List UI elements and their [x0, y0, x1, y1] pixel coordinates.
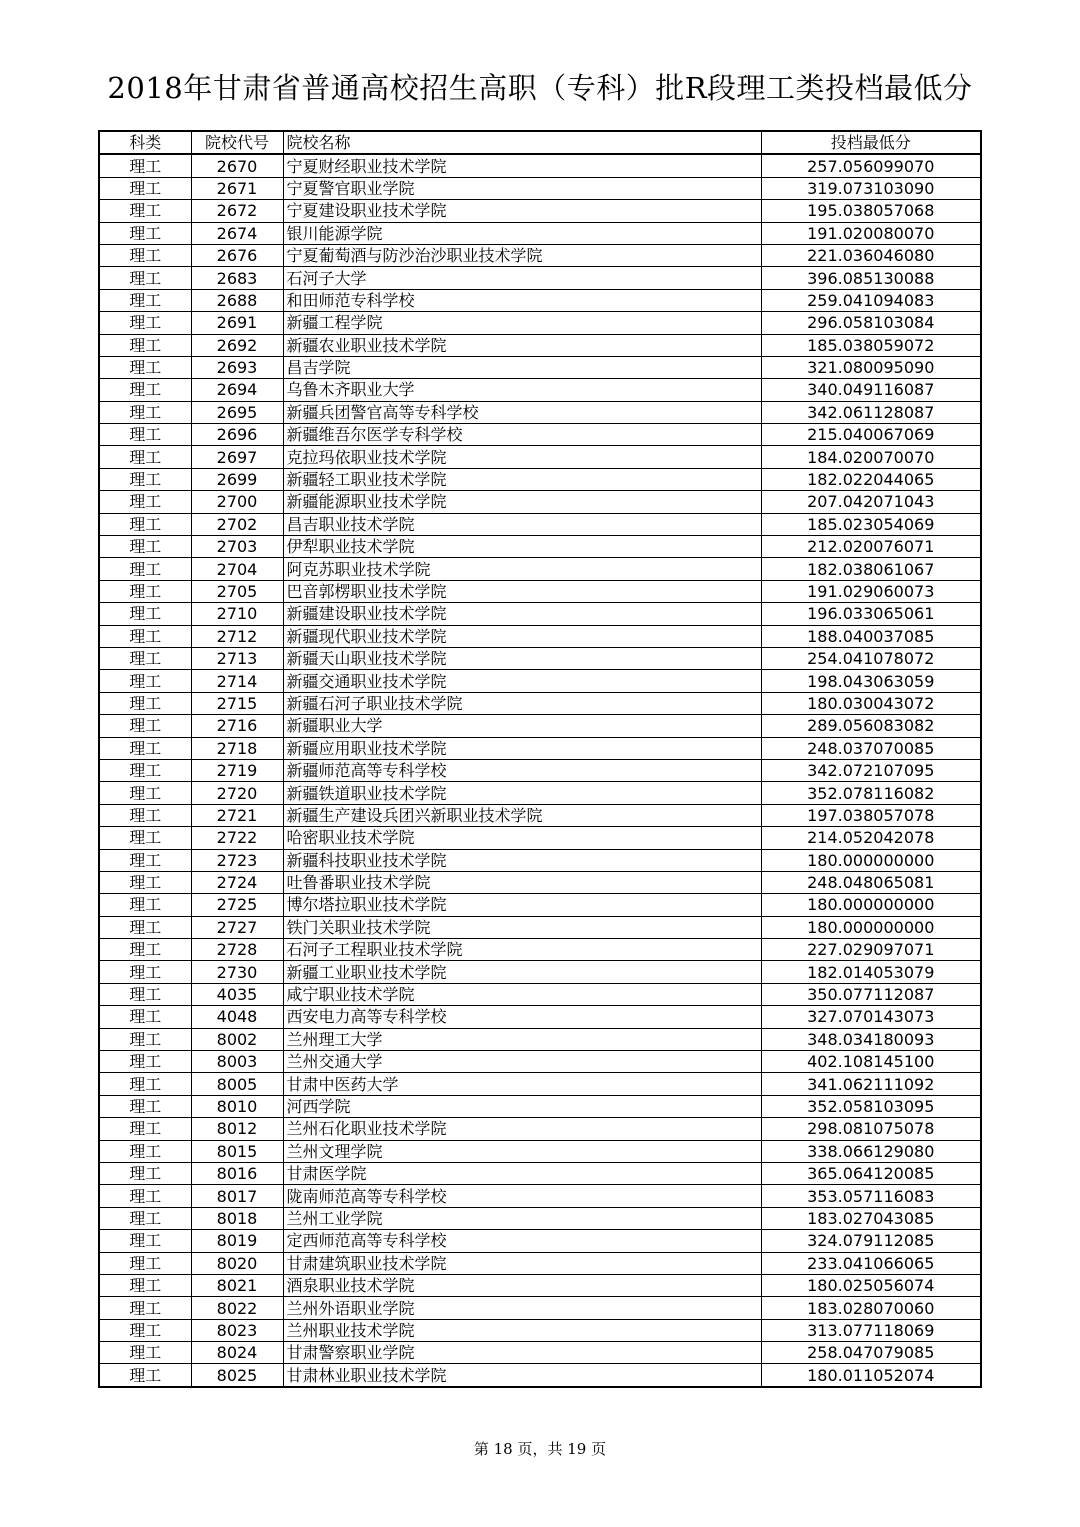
cell-school-name: 新疆工程学院: [283, 312, 761, 334]
cell-school-code: 8002: [191, 1028, 283, 1050]
cell-school-name: 新疆应用职业技术学院: [283, 737, 761, 759]
cell-min-score: 182.038061067: [761, 558, 981, 580]
table-row: [99, 625, 981, 647]
cell-min-score: 321.080095090: [761, 356, 981, 378]
cell-school-code: 8017: [191, 1185, 283, 1207]
cell-category: 理工: [99, 1162, 191, 1184]
cell-category: 理工: [99, 200, 191, 222]
cell-school-name: 西安电力高等专科学校: [283, 1006, 761, 1028]
table-row: [99, 1364, 981, 1387]
cell-school-code: 2688: [191, 289, 283, 311]
cell-min-score: 296.058103084: [761, 312, 981, 334]
cell-school-name: 甘肃建筑职业技术学院: [283, 1252, 761, 1274]
cell-school-name: 新疆生产建设兵团兴新职业技术学院: [283, 804, 761, 826]
cell-school-name: 宁夏葡萄酒与防沙治沙职业技术学院: [283, 244, 761, 266]
cell-school-code: 8018: [191, 1207, 283, 1229]
cell-school-code: 2710: [191, 603, 283, 625]
cell-category: 理工: [99, 804, 191, 826]
cell-min-score: 188.040037085: [761, 625, 981, 647]
table-row: [99, 446, 981, 468]
cell-school-name: 甘肃医学院: [283, 1162, 761, 1184]
cell-min-score: 212.020076071: [761, 536, 981, 558]
cell-school-name: 新疆建设职业技术学院: [283, 603, 761, 625]
cell-category: 理工: [99, 446, 191, 468]
cell-school-code: 2723: [191, 849, 283, 871]
cell-category: 理工: [99, 177, 191, 199]
cell-category: 理工: [99, 894, 191, 916]
cell-category: 理工: [99, 1006, 191, 1028]
cell-category: 理工: [99, 289, 191, 311]
page-title: 2018年甘肃省普通高校招生高职（专科）批R段理工类投档最低分: [107, 71, 973, 105]
cell-category: 理工: [99, 1118, 191, 1140]
cell-min-score: 191.020080070: [761, 222, 981, 244]
cell-school-code: 2718: [191, 737, 283, 759]
table-row: [99, 558, 981, 580]
cell-category: 理工: [99, 222, 191, 244]
cell-category: 理工: [99, 1364, 191, 1387]
cell-school-code: 8019: [191, 1230, 283, 1252]
cell-school-name: 银川能源学院: [283, 222, 761, 244]
table-row: [99, 715, 981, 737]
table-row: [99, 1073, 981, 1095]
cell-category: 理工: [99, 1051, 191, 1073]
cell-min-score: 350.077112087: [761, 983, 981, 1005]
cell-school-name: 新疆职业大学: [283, 715, 761, 737]
table-row: [99, 289, 981, 311]
cell-min-score: 221.036046080: [761, 244, 981, 266]
table-row: [99, 1230, 981, 1252]
cell-school-code: 2671: [191, 177, 283, 199]
cell-school-code: 2722: [191, 827, 283, 849]
cell-category: 理工: [99, 1297, 191, 1319]
cell-category: 理工: [99, 356, 191, 378]
cell-min-score: 257.056099070: [761, 154, 981, 177]
cell-school-name: 新疆能源职业技术学院: [283, 491, 761, 513]
cell-school-name: 新疆天山职业技术学院: [283, 647, 761, 669]
cell-category: 理工: [99, 1140, 191, 1162]
cell-school-name: 哈密职业技术学院: [283, 827, 761, 849]
cell-school-code: 8010: [191, 1095, 283, 1117]
cell-min-score: 214.052042078: [761, 827, 981, 849]
header-category: 科类: [99, 131, 191, 154]
cell-category: 理工: [99, 961, 191, 983]
cell-school-name: 兰州石化职业技术学院: [283, 1118, 761, 1140]
cell-school-code: 2700: [191, 491, 283, 513]
table-row: [99, 827, 981, 849]
cell-school-name: 新疆现代职业技术学院: [283, 625, 761, 647]
cell-category: 理工: [99, 334, 191, 356]
header-min-score: 投档最低分: [761, 131, 981, 154]
cell-school-name: 巴音郭楞职业技术学院: [283, 580, 761, 602]
cell-school-name: 和田师范专科学校: [283, 289, 761, 311]
cell-category: 理工: [99, 1230, 191, 1252]
cell-min-score: 207.042071043: [761, 491, 981, 513]
cell-school-name: 咸宁职业技术学院: [283, 983, 761, 1005]
table-row: [99, 961, 981, 983]
cell-min-score: 182.022044065: [761, 468, 981, 490]
cell-school-code: 2715: [191, 692, 283, 714]
table-row: [99, 200, 981, 222]
cell-school-code: 8012: [191, 1118, 283, 1140]
table-row: [99, 1319, 981, 1341]
cell-school-name: 兰州交通大学: [283, 1051, 761, 1073]
cell-school-code: 2670: [191, 154, 283, 177]
cell-category: 理工: [99, 267, 191, 289]
cell-category: 理工: [99, 1095, 191, 1117]
cell-school-code: 2695: [191, 401, 283, 423]
page-footer: 第 18 页，共 19 页: [473, 1440, 607, 1458]
cell-school-name: 甘肃警察职业学院: [283, 1342, 761, 1364]
cell-school-code: 2730: [191, 961, 283, 983]
cell-school-code: 8024: [191, 1342, 283, 1364]
cell-min-score: 327.070143073: [761, 1006, 981, 1028]
cell-category: 理工: [99, 737, 191, 759]
cell-min-score: 396.085130088: [761, 267, 981, 289]
cell-school-code: 8023: [191, 1319, 283, 1341]
cell-min-score: 180.025056074: [761, 1274, 981, 1296]
table-row: [99, 983, 981, 1005]
cell-school-code: 8020: [191, 1252, 283, 1274]
table-row: [99, 603, 981, 625]
cell-min-score: 341.062111092: [761, 1073, 981, 1095]
cell-school-name: 甘肃林业职业技术学院: [283, 1364, 761, 1387]
cell-min-score: 319.073103090: [761, 177, 981, 199]
cell-category: 理工: [99, 558, 191, 580]
cell-min-score: 233.041066065: [761, 1252, 981, 1274]
cell-category: 理工: [99, 715, 191, 737]
cell-school-code: 2713: [191, 647, 283, 669]
cell-school-name: 甘肃中医药大学: [283, 1073, 761, 1095]
cell-school-code: 8015: [191, 1140, 283, 1162]
cell-min-score: 348.034180093: [761, 1028, 981, 1050]
table-row: [99, 737, 981, 759]
cell-school-name: 新疆交通职业技术学院: [283, 670, 761, 692]
cell-school-code: 8022: [191, 1297, 283, 1319]
cell-min-score: 185.023054069: [761, 513, 981, 535]
cell-school-code: 2727: [191, 916, 283, 938]
cell-min-score: 289.056083082: [761, 715, 981, 737]
cell-school-name: 克拉玛依职业技术学院: [283, 446, 761, 468]
cell-school-name: 酒泉职业技术学院: [283, 1274, 761, 1296]
table-row: [99, 1028, 981, 1050]
cell-school-code: 2703: [191, 536, 283, 558]
cell-min-score: 353.057116083: [761, 1185, 981, 1207]
table-row: [99, 536, 981, 558]
cell-min-score: 180.000000000: [761, 916, 981, 938]
cell-school-code: 4048: [191, 1006, 283, 1028]
cell-category: 理工: [99, 983, 191, 1005]
cell-school-name: 昌吉学院: [283, 356, 761, 378]
cell-min-score: 180.030043072: [761, 692, 981, 714]
table-header: [99, 131, 981, 154]
cell-school-name: 石河子工程职业技术学院: [283, 939, 761, 961]
table-row: [99, 849, 981, 871]
cell-school-code: 8005: [191, 1073, 283, 1095]
cell-school-code: 2672: [191, 200, 283, 222]
cell-school-code: 2676: [191, 244, 283, 266]
cell-school-code: 2702: [191, 513, 283, 535]
cell-category: 理工: [99, 1319, 191, 1341]
cell-school-code: 2694: [191, 379, 283, 401]
cell-school-code: 2697: [191, 446, 283, 468]
table-row: [99, 692, 981, 714]
cell-school-code: 2712: [191, 625, 283, 647]
cell-school-code: 2683: [191, 267, 283, 289]
table-row: [99, 356, 981, 378]
cell-min-score: 338.066129080: [761, 1140, 981, 1162]
cell-school-name: 石河子大学: [283, 267, 761, 289]
cell-school-code: 4035: [191, 983, 283, 1005]
cell-category: 理工: [99, 312, 191, 334]
cell-school-code: 2705: [191, 580, 283, 602]
table-body: [99, 154, 981, 1386]
cell-school-name: 宁夏财经职业技术学院: [283, 154, 761, 177]
table-row: [99, 1297, 981, 1319]
cell-school-code: 8021: [191, 1274, 283, 1296]
table-row: [99, 267, 981, 289]
cell-category: 理工: [99, 1274, 191, 1296]
cell-school-code: 2725: [191, 894, 283, 916]
cell-min-score: 227.029097071: [761, 939, 981, 961]
cell-school-name: 宁夏建设职业技术学院: [283, 200, 761, 222]
cell-category: 理工: [99, 759, 191, 781]
cell-min-score: 198.043063059: [761, 670, 981, 692]
table-row: [99, 1207, 981, 1229]
cell-category: 理工: [99, 1252, 191, 1274]
cell-school-code: 8003: [191, 1051, 283, 1073]
cell-category: 理工: [99, 670, 191, 692]
cell-school-name: 宁夏警官职业学院: [283, 177, 761, 199]
cell-school-name: 新疆兵团警官高等专科学校: [283, 401, 761, 423]
cell-min-score: 196.033065061: [761, 603, 981, 625]
table-row: [99, 513, 981, 535]
cell-min-score: 197.038057078: [761, 804, 981, 826]
table-row: [99, 1140, 981, 1162]
cell-category: 理工: [99, 782, 191, 804]
table-row: [99, 491, 981, 513]
cell-school-code: 2721: [191, 804, 283, 826]
cell-school-name: 新疆石河子职业技术学院: [283, 692, 761, 714]
cell-category: 理工: [99, 536, 191, 558]
cell-school-code: 8025: [191, 1364, 283, 1387]
table-row: [99, 222, 981, 244]
cell-school-code: 2716: [191, 715, 283, 737]
cell-min-score: 184.020070070: [761, 446, 981, 468]
cell-min-score: 402.108145100: [761, 1051, 981, 1073]
cell-min-score: 298.081075078: [761, 1118, 981, 1140]
cell-school-name: 兰州职业技术学院: [283, 1319, 761, 1341]
cell-min-score: 182.014053079: [761, 961, 981, 983]
cell-school-code: 2724: [191, 871, 283, 893]
header-school-code: 院校代号: [191, 131, 283, 154]
table-row: [99, 468, 981, 490]
cell-category: 理工: [99, 1185, 191, 1207]
table-row: [99, 759, 981, 781]
table-row: [99, 177, 981, 199]
cell-school-name: 兰州理工大学: [283, 1028, 761, 1050]
cell-category: 理工: [99, 647, 191, 669]
cell-category: 理工: [99, 871, 191, 893]
cell-category: 理工: [99, 849, 191, 871]
cell-school-name: 乌鲁木齐职业大学: [283, 379, 761, 401]
table-row: [99, 401, 981, 423]
cell-school-name: 昌吉职业技术学院: [283, 513, 761, 535]
cell-category: 理工: [99, 513, 191, 535]
cell-category: 理工: [99, 1073, 191, 1095]
cell-school-name: 新疆铁道职业技术学院: [283, 782, 761, 804]
cell-category: 理工: [99, 424, 191, 446]
cell-school-code: 2699: [191, 468, 283, 490]
cell-school-name: 伊犁职业技术学院: [283, 536, 761, 558]
cell-category: 理工: [99, 625, 191, 647]
table-row: [99, 580, 981, 602]
table-row: [99, 939, 981, 961]
cell-category: 理工: [99, 401, 191, 423]
cell-school-name: 吐鲁番职业技术学院: [283, 871, 761, 893]
cell-min-score: 180.000000000: [761, 894, 981, 916]
cell-school-name: 河西学院: [283, 1095, 761, 1117]
cell-school-code: 2728: [191, 939, 283, 961]
cell-school-code: 2696: [191, 424, 283, 446]
cell-school-name: 新疆工业职业技术学院: [283, 961, 761, 983]
cell-min-score: 180.000000000: [761, 849, 981, 871]
table-row: [99, 1274, 981, 1296]
cell-school-code: 2720: [191, 782, 283, 804]
cell-school-name: 兰州工业学院: [283, 1207, 761, 1229]
header-row: [99, 131, 981, 154]
cell-min-score: 254.041078072: [761, 647, 981, 669]
table-row: [99, 1051, 981, 1073]
cell-school-name: 铁门关职业技术学院: [283, 916, 761, 938]
cell-school-name: 定西师范高等专科学校: [283, 1230, 761, 1252]
cell-school-code: 2719: [191, 759, 283, 781]
header-school-name: 院校名称: [283, 131, 761, 154]
cell-school-name: 博尔塔拉职业技术学院: [283, 894, 761, 916]
cell-school-name: 阿克苏职业技术学院: [283, 558, 761, 580]
cell-min-score: 191.029060073: [761, 580, 981, 602]
cell-category: 理工: [99, 580, 191, 602]
cell-school-name: 新疆轻工职业技术学院: [283, 468, 761, 490]
table-row: [99, 1118, 981, 1140]
cell-category: 理工: [99, 468, 191, 490]
cell-category: 理工: [99, 939, 191, 961]
cell-min-score: 352.078116082: [761, 782, 981, 804]
cell-school-code: 2692: [191, 334, 283, 356]
cell-school-code: 2693: [191, 356, 283, 378]
cell-min-score: 185.038059072: [761, 334, 981, 356]
cell-category: 理工: [99, 1207, 191, 1229]
cell-category: 理工: [99, 244, 191, 266]
table-row: [99, 871, 981, 893]
cell-min-score: 215.040067069: [761, 424, 981, 446]
cell-min-score: 342.072107095: [761, 759, 981, 781]
cell-category: 理工: [99, 827, 191, 849]
table-row: [99, 804, 981, 826]
cell-min-score: 259.041094083: [761, 289, 981, 311]
table-row: [99, 1252, 981, 1274]
cell-category: 理工: [99, 692, 191, 714]
table-row: [99, 916, 981, 938]
cell-min-score: 258.047079085: [761, 1342, 981, 1364]
table-row: [99, 424, 981, 446]
cell-school-name: 新疆农业职业技术学院: [283, 334, 761, 356]
cell-min-score: 365.064120085: [761, 1162, 981, 1184]
table-row: [99, 379, 981, 401]
cell-school-name: 兰州文理学院: [283, 1140, 761, 1162]
table-row: [99, 1006, 981, 1028]
cell-category: 理工: [99, 1028, 191, 1050]
cell-min-score: 248.037070085: [761, 737, 981, 759]
cell-school-name: 新疆师范高等专科学校: [283, 759, 761, 781]
cell-category: 理工: [99, 154, 191, 177]
cell-category: 理工: [99, 1342, 191, 1364]
table-row: [99, 1162, 981, 1184]
cell-min-score: 340.049116087: [761, 379, 981, 401]
table-row: [99, 782, 981, 804]
cell-category: 理工: [99, 491, 191, 513]
cell-min-score: 313.077118069: [761, 1319, 981, 1341]
admission-score-table: [98, 130, 982, 1388]
cell-category: 理工: [99, 916, 191, 938]
cell-school-name: 兰州外语职业学院: [283, 1297, 761, 1319]
cell-min-score: 324.079112085: [761, 1230, 981, 1252]
cell-school-name: 新疆维吾尔医学专科学校: [283, 424, 761, 446]
cell-category: 理工: [99, 603, 191, 625]
table-row: [99, 154, 981, 177]
cell-min-score: 342.061128087: [761, 401, 981, 423]
cell-min-score: 183.027043085: [761, 1207, 981, 1229]
table-row: [99, 244, 981, 266]
table-row: [99, 1342, 981, 1364]
cell-min-score: 352.058103095: [761, 1095, 981, 1117]
cell-school-name: 陇南师范高等专科学校: [283, 1185, 761, 1207]
table-row: [99, 670, 981, 692]
table-row: [99, 1095, 981, 1117]
cell-min-score: 183.028070060: [761, 1297, 981, 1319]
cell-school-name: 新疆科技职业技术学院: [283, 849, 761, 871]
table-row: [99, 647, 981, 669]
cell-school-code: 2691: [191, 312, 283, 334]
cell-school-code: 2674: [191, 222, 283, 244]
cell-min-score: 180.011052074: [761, 1364, 981, 1387]
table-row: [99, 1185, 981, 1207]
cell-min-score: 195.038057068: [761, 200, 981, 222]
cell-category: 理工: [99, 379, 191, 401]
cell-school-code: 8016: [191, 1162, 283, 1184]
table-row: [99, 334, 981, 356]
table-row: [99, 894, 981, 916]
table-row: [99, 312, 981, 334]
cell-school-code: 2704: [191, 558, 283, 580]
cell-min-score: 248.048065081: [761, 871, 981, 893]
cell-school-code: 2714: [191, 670, 283, 692]
